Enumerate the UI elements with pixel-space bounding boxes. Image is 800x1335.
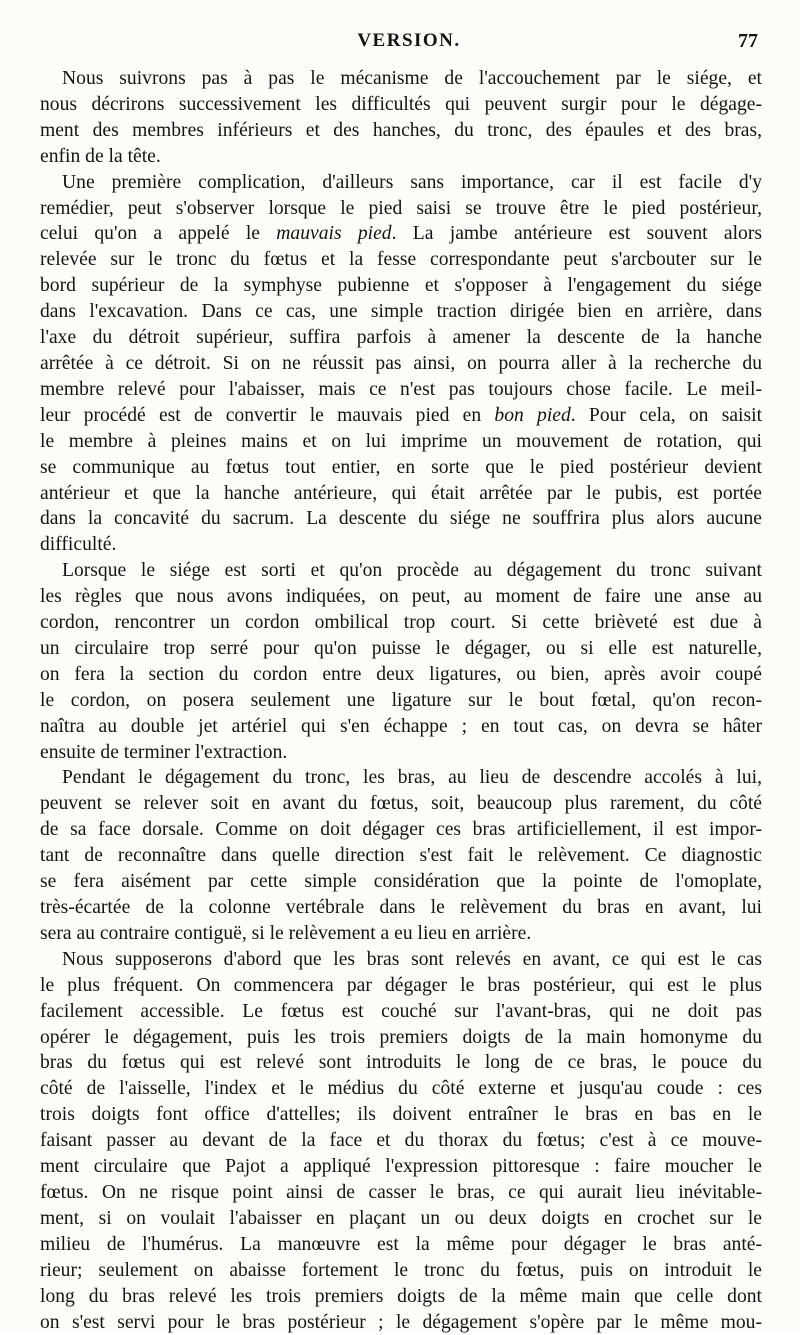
text-line bbox=[40, 973, 762, 999]
text-line-content: cordon, rencontrer un cordon ombilical trop court. Si cette brièveté est due à bbox=[40, 612, 762, 633]
text-line-content: l'axe du détroit supérieur, suffira parfois à amener la descente de la hanche bbox=[40, 327, 762, 348]
text-line bbox=[40, 196, 762, 222]
text-line-content: côté de l'aisselle, l'index et le médius du côté externe et jusqu'au coude : ces bbox=[40, 1078, 762, 1099]
text-line-content: antérieur et que la hanche antérieure, qui était arrêtée par le pubis, est portée bbox=[40, 483, 762, 504]
text-line-content: Une première complication, d'ailleurs sans importance, car il est facile d'y bbox=[62, 172, 762, 193]
text-line-content: enfin de la tête. bbox=[40, 146, 161, 167]
text-line bbox=[40, 325, 762, 351]
text-line-content: naîtra au double jet artériel qui s'en échappe ; en tout cas, on devra se hâter bbox=[40, 716, 762, 737]
text-line bbox=[40, 1180, 762, 1206]
text-line bbox=[40, 351, 762, 377]
text-line-continuation: . La jambe antérieure est souvent alors bbox=[392, 223, 762, 244]
text-line-content: le membre à pleines mains et on lui imprime un mouvement de rotation, qui bbox=[40, 431, 762, 452]
text-line-content: se fera aisément par cette simple considération que la pointe de l'omoplate, bbox=[40, 871, 762, 892]
text-line bbox=[40, 1128, 762, 1154]
text-line bbox=[40, 1025, 762, 1051]
text-line-content: faisant passer au devant de la face et du thorax du fœtus; c'est à ce mouve- bbox=[40, 1130, 762, 1151]
text-line-content: le cordon, on posera seulement une ligature sur le bout fœtal, qu'on recon- bbox=[40, 690, 762, 711]
text-line-content: long du bras relevé les trois premiers doigts de la même main que celle dont bbox=[40, 1286, 762, 1307]
text-line bbox=[40, 118, 762, 144]
text-line bbox=[40, 532, 762, 558]
text-line-content: difficulté. bbox=[40, 534, 116, 555]
text-line bbox=[40, 662, 762, 688]
text-line bbox=[40, 1310, 762, 1335]
text-line bbox=[40, 1258, 762, 1284]
text-line bbox=[40, 144, 762, 170]
text-line-content: relevée sur le tronc du fœtus et la fesse correspondante peut s'arcbouter sur le bbox=[40, 249, 762, 270]
text-line-content: on fera la section du cordon entre deux ligatures, ou bien, après avoir coupé bbox=[40, 664, 762, 685]
text-line bbox=[40, 247, 762, 273]
text-line bbox=[40, 1232, 762, 1258]
text-line bbox=[40, 481, 762, 507]
text-line bbox=[40, 455, 762, 481]
text-line bbox=[40, 1050, 762, 1076]
text-line-content: celui qu'on a appelé le bbox=[40, 223, 276, 244]
text-line-content: ment des membres inférieurs et des hanches, du tronc, des épaules et des bras, bbox=[40, 120, 762, 141]
text-line bbox=[40, 584, 762, 610]
text-line bbox=[40, 558, 762, 584]
italic-term: bon pied bbox=[494, 405, 570, 426]
text-line bbox=[40, 688, 762, 714]
text-line bbox=[40, 506, 762, 532]
text-line-content: dans la concavité du sacrum. La descente du siége ne souffrira plus alors aucune bbox=[40, 508, 762, 529]
running-title: VERSION. bbox=[60, 30, 758, 52]
text-line-content: les règles que nous avons indiquées, on peut, au moment de faire une anse au bbox=[40, 586, 762, 607]
text-line bbox=[40, 299, 762, 325]
text-line bbox=[40, 1076, 762, 1102]
text-line-content: Pendant le dégagement du tronc, les bras, au lieu de descendre accolés à lui, bbox=[62, 767, 762, 788]
text-line-content: arrêtée à ce détroit. Si on ne réussit pas ainsi, on pourra aller à la recherche du bbox=[40, 353, 762, 374]
body-text bbox=[40, 66, 762, 1335]
text-line-content: ensuite de terminer l'extraction. bbox=[40, 742, 287, 763]
running-head bbox=[60, 30, 758, 58]
text-line-content: sera au contraire contiguë, si le relèvement a eu lieu en arrière. bbox=[40, 923, 531, 944]
text-line-content: milieu de l'humérus. La manœuvre est la même pour dégager le bras anté- bbox=[40, 1234, 762, 1255]
text-line-continuation: . Pour cela, on saisit bbox=[571, 405, 762, 426]
text-line-content: le plus fréquent. On commencera par dégager le bras postérieur, qui est le plus bbox=[40, 975, 762, 996]
text-line bbox=[40, 377, 762, 403]
text-line bbox=[40, 273, 762, 299]
text-line-content: on s'est servi pour le bras postérieur ; le dégagement s'opère par le même mou- bbox=[40, 1312, 762, 1333]
text-line-content: leur procédé est de convertir le mauvais pied en bbox=[40, 405, 494, 426]
text-line-content: nous décrirons successivement les difficultés qui peuvent surgir pour le dégage- bbox=[40, 94, 762, 115]
text-line bbox=[40, 817, 762, 843]
text-line bbox=[40, 869, 762, 895]
text-line bbox=[40, 999, 762, 1025]
text-line-content: fœtus. On ne risque point ainsi de casser le bras, ce qui aurait lieu inévitable- bbox=[40, 1182, 762, 1203]
text-line bbox=[40, 1102, 762, 1128]
page-number: 77 bbox=[738, 30, 758, 53]
text-line-content: rieur; seulement on abaisse fortement le tronc du fœtus, puis on introduit le bbox=[40, 1260, 762, 1281]
text-line-content: membre relevé pour l'abaisser, mais ce n'est pas toujours chose facile. Le meil- bbox=[40, 379, 762, 400]
text-line-content: un circulaire trop serré pour qu'on puisse le dégager, ou si elle est naturelle, bbox=[40, 638, 762, 659]
text-line bbox=[40, 610, 762, 636]
text-line bbox=[40, 66, 762, 92]
text-line bbox=[40, 221, 762, 247]
text-line bbox=[40, 921, 762, 947]
text-line-content: opérer le dégagement, puis les trois premiers doigts de la main homonyme du bbox=[40, 1027, 762, 1048]
text-line-content: de sa face dorsale. Comme on doit dégager ces bras artificiellement, il est impor- bbox=[40, 819, 762, 840]
text-line bbox=[40, 92, 762, 118]
text-line-content: Lorsque le siége est sorti et qu'on procède au dégagement du tronc suivant bbox=[62, 560, 762, 581]
text-line bbox=[40, 170, 762, 196]
text-line bbox=[40, 895, 762, 921]
text-line-content: trois doigts font office d'attelles; ils doivent entraîner le bras en bas en le bbox=[40, 1104, 762, 1125]
text-line-content: bord supérieur de la symphyse pubienne et s'opposer à l'engagement du siége bbox=[40, 275, 762, 296]
text-line bbox=[40, 714, 762, 740]
text-line bbox=[40, 947, 762, 973]
text-line bbox=[40, 740, 762, 766]
italic-term: mauvais pied bbox=[276, 223, 391, 244]
text-line-content: ment, si on voulait l'abaisser en plaçant un ou deux doigts en crochet sur le bbox=[40, 1208, 762, 1229]
text-line-content: dans l'excavation. Dans ce cas, une simple traction dirigée bien en arrière, dans bbox=[40, 301, 762, 322]
text-line-content: facilement accessible. Le fœtus est couché sur l'avant-bras, qui ne doit pas bbox=[40, 1001, 762, 1022]
text-line-content: Nous suivrons pas à pas le mécanisme de l'accouchement par le siége, et bbox=[62, 68, 762, 89]
text-line-content: peuvent se relever soit en avant du fœtus, soit, beaucoup plus rarement, du côté bbox=[40, 793, 762, 814]
text-line bbox=[40, 429, 762, 455]
text-line bbox=[40, 636, 762, 662]
text-line bbox=[40, 1284, 762, 1310]
text-line-content: très-écartée de la colonne vertébrale dans le relèvement du bras en avant, lui bbox=[40, 897, 762, 918]
text-line-content: ment circulaire que Pajot a appliqué l'expression pittoresque : faire moucher le bbox=[40, 1156, 762, 1177]
text-line bbox=[40, 403, 762, 429]
text-line-content: tant de reconnaître dans quelle direction s'est fait le relèvement. Ce diagnostic bbox=[40, 845, 762, 866]
text-line bbox=[40, 765, 762, 791]
text-line bbox=[40, 843, 762, 869]
text-line-content: Nous supposerons d'abord que les bras sont relevés en avant, ce qui est le cas bbox=[62, 949, 762, 970]
text-line-content: se communique au fœtus tout entier, en sorte que le pied postérieur devient bbox=[40, 457, 762, 478]
text-line-content: bras du fœtus qui est relevé sont introduits le long de ce bras, le pouce du bbox=[40, 1052, 762, 1073]
text-line bbox=[40, 791, 762, 817]
text-line-content: remédier, peut s'observer lorsque le pied saisi se trouve être le pied postérieur, bbox=[40, 198, 762, 219]
text-line bbox=[40, 1206, 762, 1232]
text-line bbox=[40, 1154, 762, 1180]
